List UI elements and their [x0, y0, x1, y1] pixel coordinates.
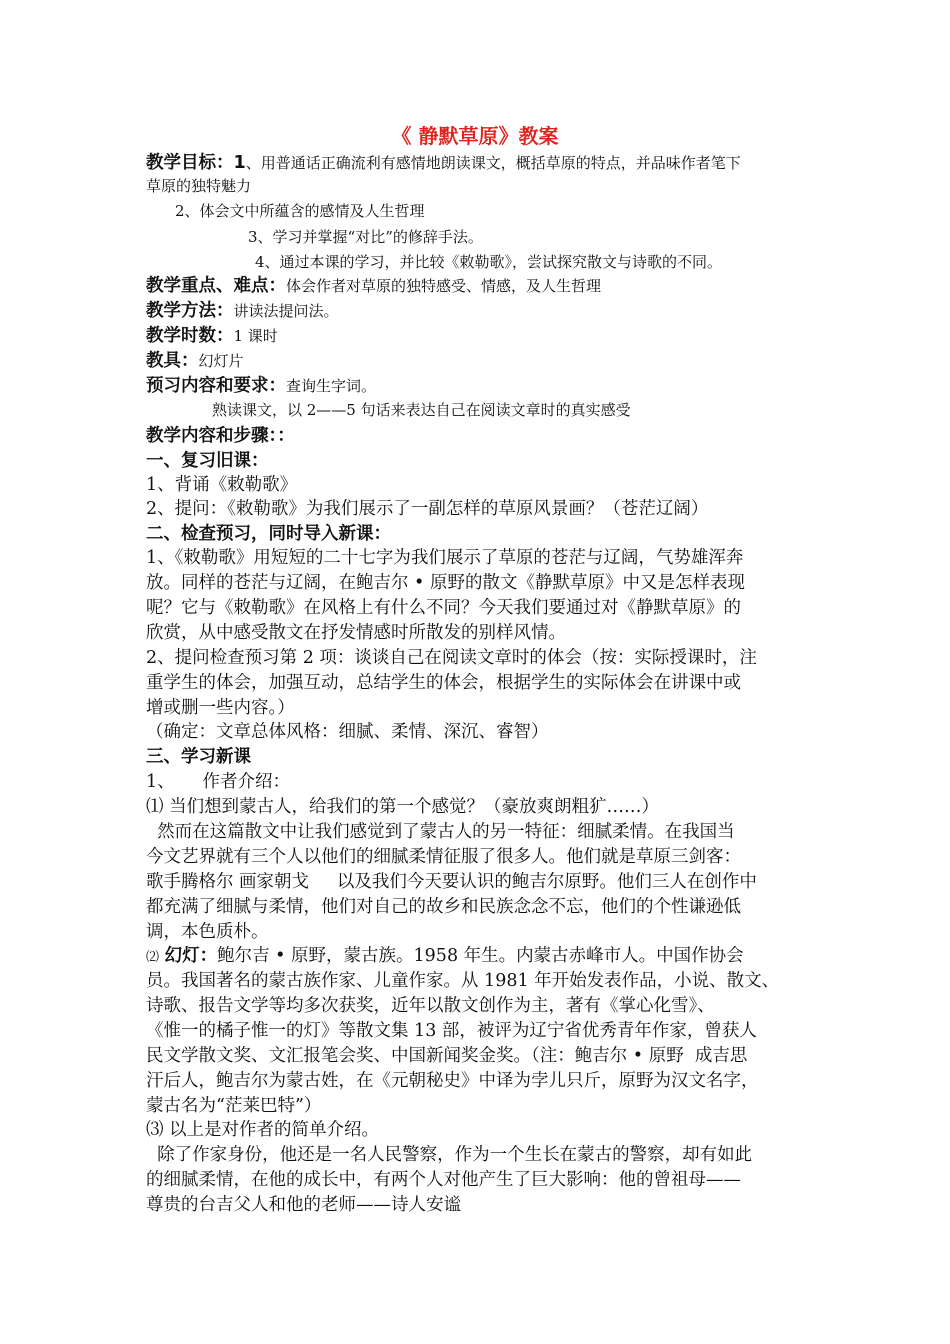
focus-label: 教学重点、难点： [146, 276, 286, 296]
closing-line2: 的细腻柔情，在他的成长中，有两个人对他产生了巨大影响：他的曾祖母—— [146, 1170, 741, 1190]
focus-value: 体会作者对草原的独特感受、情感，及人生哲理 [286, 277, 602, 295]
para-line5: 调，本色质朴。 [146, 922, 269, 942]
question3: ⑶ 以上是对作者的简单介绍。 [146, 1120, 380, 1140]
goal4: 4、通过本课的学习，并比较《敕勒歌》，尝试探究散文与诗歌的不同。 [255, 253, 723, 271]
preview-line [146, 374, 376, 398]
section2-p1-line2: 放。同样的苍茫与辽阔，在鲍吉尔 • 原野的散文《静默草原》中又是怎样表现 [146, 573, 745, 593]
tools-line [146, 349, 244, 373]
tools-label: 教具： [146, 351, 199, 371]
slide-line6: 汗后人，鲍吉尔为蒙古姓，在《元朝秘史》中译为孛儿只斤，原野为汉文名字， [146, 1071, 759, 1091]
section2-p1-line4: 欣赏，从中感受散文在抒发情感时所散发的别样风情。 [146, 623, 566, 643]
slide-line2: 员。我国著名的蒙古族作家、儿童作家。从 1981 年开始发表作品，小说、散文、 [146, 971, 780, 991]
slide-number: ⑵ [146, 950, 160, 965]
para-line1: 然而在这篇散文中让我们感觉到了蒙古人的另一特征：细腻柔情。在我国当 [146, 822, 735, 842]
section2-p2-line3: 增或删一些内容。） [146, 698, 295, 718]
slide-text1: 鲍尔吉 • 原野，蒙古族。1958 年生。内蒙古赤峰市人。中国作协会 [217, 946, 744, 966]
slide-line3: 诗歌、报告文学等均多次获奖，近年以散文创作为主，著有《掌心化雪》、 [146, 996, 715, 1016]
goal1-continued: 草原的独特魅力 [146, 177, 252, 195]
hours-label: 教学时数： [146, 326, 234, 346]
closing-line3: 尊贵的台吉父人和他的老师——诗人安谧 [146, 1195, 461, 1215]
method-label: 教学方法： [146, 301, 234, 321]
slide-line7: 蒙古名为“茫莱巴特”） [146, 1096, 322, 1116]
preview-value: 查询生字词。 [286, 377, 377, 395]
hours-value: 1 课时 [233, 327, 278, 345]
teaching-goals-line1 [146, 151, 741, 175]
section2-p1-line3: 呢？它与《敕勒歌》在风格上有什么不同？今天我们要通过对《静默草原》的 [146, 598, 741, 618]
method-value: 讲读法提问法。 [233, 302, 339, 320]
method-line [146, 299, 339, 323]
closing-line1: 除了作家身份，他还是一名人民警察，作为一个生长在蒙古的警察，却有如此 [146, 1145, 753, 1165]
goal1-number: 1 [233, 153, 246, 173]
goal1-text: 、用普通话正确流利有感情地朗读课文，概括草原的特点，并品味作者笔下 [245, 154, 741, 172]
para-line2: 今文艺界就有三个人以他们的细腻柔情征服了很多人。他们就是草原三剑客： [146, 847, 741, 867]
section1-heading: 一、复习旧课： [146, 451, 269, 471]
section2-heading: 二、检查预习，同时导入新课： [146, 524, 391, 544]
focus-line [146, 274, 601, 298]
section2-p1-line1: 1、《敕勒歌》用短短的二十七字为我们展示了草原的苍茫与辽阔，气势雄浑奔 [146, 548, 744, 568]
section1-line2: 2、提问：《敕勒歌》为我们展示了一副怎样的草原风景画？（苍茫辽阔） [146, 499, 709, 519]
teaching-goals-label: 教学目标： [146, 153, 234, 173]
slide-line1 [146, 944, 744, 970]
preview-label: 预习内容和要求： [146, 376, 286, 396]
goal2: 2、体会文中所蕴含的感情及人生哲理 [175, 202, 425, 220]
author-intro-heading: 1、 作者介绍： [146, 772, 290, 792]
goal3: 3、学习并掌握“对比”的修辞手法。 [248, 228, 483, 246]
document-title: 《 静默草原》教案 [391, 124, 559, 148]
para-line4: 都充满了细腻与柔情，他们对自己的故乡和民族念念不忘，他们的个性谦逊低 [146, 897, 741, 917]
section2-p2-line2: 重学生的体会，加强互动，总结学生的体会，根据学生的实际体会在讲课中或 [146, 673, 741, 693]
question1: ⑴ 当们想到蒙古人，给我们的第一个感觉？（豪放爽朗粗犷……） [146, 797, 660, 817]
section3-heading: 三、学习新课 [146, 747, 251, 767]
steps-label: 教学内容和步骤：： [146, 426, 295, 446]
section1-line1: 1、背诵《敕勒歌》 [146, 475, 298, 495]
hours-line [146, 324, 278, 348]
section2-confirm: （确定：文章总体风格：细腻、柔情、深沉、睿智） [146, 722, 549, 742]
para-line3: 歌手腾格尔 画家朝戈 以及我们今天要认识的鲍吉尔原野。他们三人在创作中 [146, 872, 757, 892]
section2-p2-line1: 2、提问检查预习第 2 项：谈谈自己在阅读文章时的体会（按：实际授课时，注 [146, 648, 757, 668]
tools-value: 幻灯片 [198, 352, 244, 370]
preview-line2: 熟读课文，以 2——5 句话来表达自己在阅读文章时的真实感受 [212, 401, 631, 419]
slide-line4: 《惟一的橘子惟一的灯》等散文集 13 部，被评为辽宁省优秀青年作家，曾获人 [146, 1021, 757, 1041]
slide-line5: 民文学散文奖、文汇报笔会奖、中国新闻奖金奖。（注：鲍吉尔 • 原野 成吉思 [146, 1046, 748, 1066]
slide-label: 幻灯： [164, 946, 218, 966]
